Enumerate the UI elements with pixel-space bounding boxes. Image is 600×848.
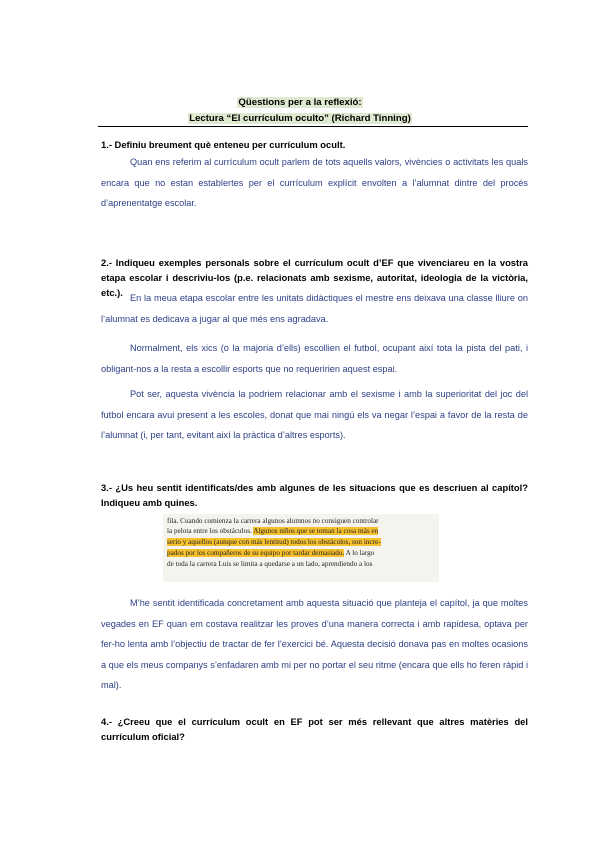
document-title <box>0 97 600 108</box>
title-underline <box>98 126 528 127</box>
answer-1: Quan ens referim al currículum ocult parlem de tots aquells valors, vivències o activitats les quals encara que no estan establertes per el currículum explícit envolten a l’alumnat dintre del procés d’aprenentatge escolar. <box>101 157 528 209</box>
excerpt-line <box>167 537 381 547</box>
question-1: 1.- Definiu breument què enteneu per currículum ocult. <box>101 139 346 150</box>
answer-2-paragraph-2: Normalment, els xics (o la majoria d’ells) escollien el futbol, ocupant així tota la pista del pati, i obligant-nos a la resta a escollir esports que no requeririen aquest espai. <box>101 343 528 374</box>
excerpt-line: fila. Cuando comienza la carrera algunos alumnos no consiguen controlar <box>167 517 379 525</box>
document-subtitle <box>0 113 600 124</box>
excerpt-highlight: pados por los compañeros de su equipo por tardar demasiado. <box>167 549 345 557</box>
question-2: 2.- Indiqueu exemples personals sobre el currículum ocult d’EF que vivenciareu en la vostra etapa escolar i descriviu-los (p.e. relacionats amb sexisme, autoritat, ideologia de la victòria, etc.). <box>101 257 528 298</box>
book-excerpt-image <box>163 514 439 582</box>
answer-2-paragraph-3: Pot ser, aquesta vivència la podriem relacionar amb el sexisme i amb la superioritat del joc del futbol encara avui present a les escoles, donat que mai ningú els va negar l’espai a favor de la resta de l’alumnat (i, per tant, evitant així la pràctica d’altres esports). <box>101 389 528 441</box>
question-4: 4.- ¿Creeu que el currículum ocult en EF pot ser més rellevant que altres matèries del currículum oficial? <box>101 716 528 742</box>
answer-3: M’he sentit identificada concretament amb aquesta situació que planteja el capítol, ja que moltes vegades en EF quan em costava realitzar les proves d’una manera correcta i amb rapidesa, optava per fer-ho lenta amb l’objectiu de tractar de fer l’exercici bé. Aquesta decisió donava pas en moltes ocasions a que els meus companys s’enfadaren amb mi per no portar el seu ritme (encara que ells ho feren ràpid i mal). <box>101 598 528 691</box>
excerpt-line: pados por los compañeros de su equipo por tardar demasiado. A lo largo <box>167 549 375 557</box>
document-subtitle-text: Lectura “El currículum oculto” (Richard Tinning) <box>189 113 411 124</box>
answer-2-paragraph-1: En la meua etapa escolar entre les unitats didàctiques el mestre ens deixava una classe lliure on l’alumnat es dedicava a jugar al que més ens agradava. <box>101 293 528 324</box>
excerpt-line: de toda la carrera Luis se limita a quedarse a un lado, aprendiendo a los <box>167 560 373 568</box>
excerpt-line: la pelota entre los obstáculos. Algunos niños que se toman la cosa más en <box>167 527 379 535</box>
excerpt-highlight: serio y aquellos (aunque con más lentitud) todos los obstáculos, son incre- <box>167 538 381 546</box>
document-title-text: Qüestions per a la reflexió: <box>238 97 362 108</box>
excerpt-highlight: Algunos niños que se toman la cosa más en <box>253 527 379 535</box>
question-3: 3.- ¿Us heu sentit identificats/des amb algunes de les situacions que es descriuen al capítol? Indiqueu amb quines. <box>101 482 528 508</box>
